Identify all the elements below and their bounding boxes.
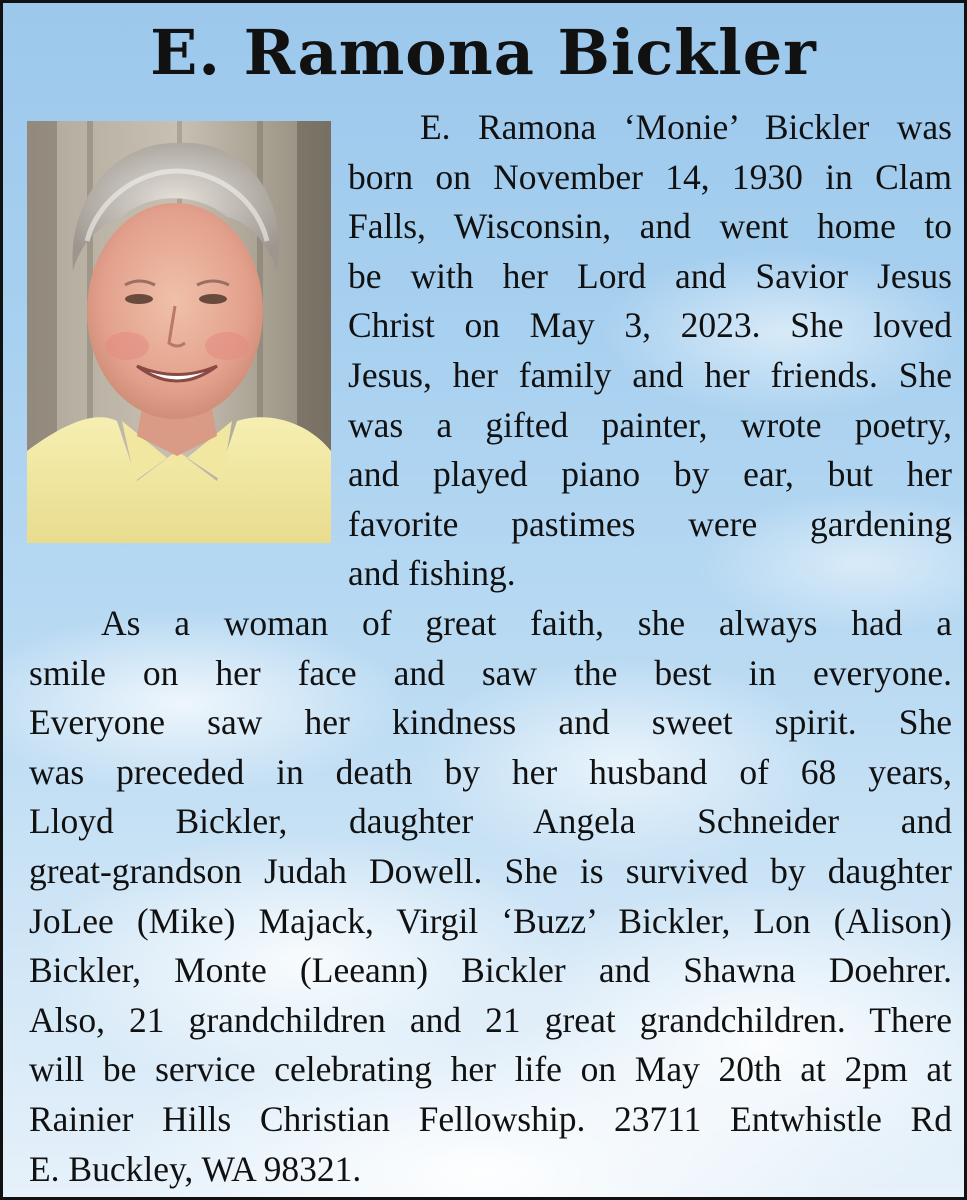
- paragraph-line: favorite pastimes were gardening: [348, 503, 952, 544]
- paragraph-line: Also, 21 grandchildren and 21 great grandchildren. There: [29, 999, 952, 1040]
- paragraph-line: Lloyd Bickler, daughter Angela Schneider and: [29, 801, 952, 842]
- paragraph-line: Jesus, her family and her friends. She: [348, 354, 952, 395]
- paragraph-line: smile on her face and saw the best in everyone.: [29, 652, 952, 693]
- portrait-image: [27, 121, 331, 543]
- paragraph-line: Everyone saw her kindness and sweet spirit. She: [29, 702, 952, 743]
- paragraph-line: be with her Lord and Savior Jesus: [348, 255, 952, 296]
- obituary-paragraph-1: [348, 103, 952, 599]
- paragraph-line: will be service celebrating her life on May 20th at 2pm at: [29, 1049, 952, 1090]
- paragraph-line: JoLee (Mike) Majack, Virgil ‘Buzz’ Bickler, Lon (Alison): [29, 900, 952, 941]
- paragraph-line: As a woman of great faith, she always had a: [101, 603, 952, 643]
- paragraph-line: great-grandson Judah Dowell. She is survived by daughter: [29, 850, 952, 891]
- paragraph-line: was a gifted painter, wrote poetry,: [348, 404, 952, 445]
- paragraph-line: E. Buckley, WA 98321.: [29, 1148, 362, 1189]
- paragraph-line: born on November 14, 1930 in Clam: [348, 156, 952, 197]
- paragraph-line: and fishing.: [348, 553, 516, 594]
- paragraph-line: Rainier Hills Christian Fellowship. 23711 Entwhistle Rd: [29, 1098, 952, 1139]
- paragraph-line: and played piano by ear, but her: [348, 454, 952, 495]
- paragraph-line: Christ on May 3, 2023. She loved: [348, 305, 952, 346]
- paragraph-line: Bickler, Monte (Leeann) Bickler and Shawna Doehrer.: [29, 950, 952, 991]
- obituary-paragraph-2: [29, 599, 952, 1194]
- paragraph-line: was preceded in death by her husband of 68 years,: [29, 751, 952, 792]
- paragraph-line: E. Ramona ‘Monie’ Bickler was: [420, 107, 952, 147]
- obituary-title: E. Ramona Bickler: [150, 16, 817, 89]
- paragraph-line: Falls, Wisconsin, and went home to: [348, 206, 952, 247]
- portrait-photo: [27, 121, 331, 543]
